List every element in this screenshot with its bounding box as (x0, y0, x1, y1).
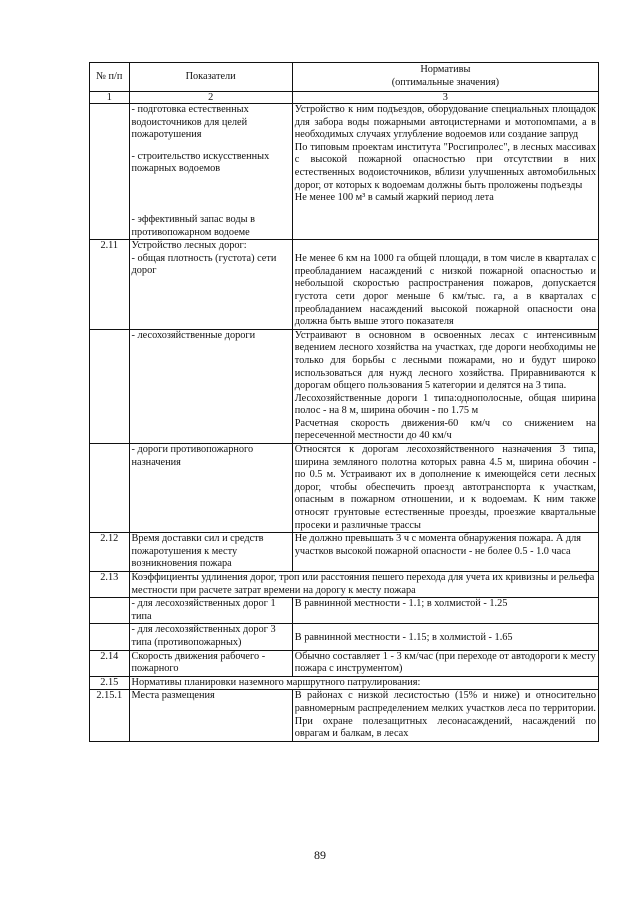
table-row (90, 690, 599, 741)
row-number: 2.11 (90, 240, 130, 330)
header-indicators: Показатели (129, 63, 292, 92)
header-norms-title: Нормативы (420, 64, 471, 76)
table-row (90, 533, 599, 572)
table-row (90, 676, 599, 690)
column-index: 2 (129, 92, 292, 104)
merged-indicator-cell: Коэффициенты удлинения дорог, троп или расстояния пешего перехода для учета их кривизны и рельефа местности при расчете затрат времени на дорогу к месту пожара (129, 572, 598, 598)
norm-cell: В равнинной местности - 1.1; в холмистой - 1.25 (292, 598, 598, 624)
row-number (90, 624, 130, 650)
page-number: 89 (314, 848, 326, 862)
norm-cell (292, 104, 598, 240)
indicator-cell (129, 104, 292, 240)
norm-text: Расчетная скорость движения-60 км/ч со снижением на пересеченной местности до 40 км/ч (294, 417, 596, 442)
row-number: 2.12 (90, 533, 130, 572)
row-number: 2.15 (90, 676, 130, 690)
table-row (90, 444, 599, 533)
norms-table (89, 62, 599, 742)
row-number: 2.15.1 (90, 690, 130, 741)
indicator-text: - эффективный запас воды в противопожарном водоеме (131, 213, 255, 238)
norm-cell (292, 624, 598, 650)
table-row (90, 598, 599, 624)
norm-text: Не менее 100 м³ в самый жаркий период лета (294, 192, 494, 204)
indicator-cell: - для лесохозяйственных дорог 1 типа (129, 598, 292, 624)
header-number: № п/п (90, 63, 130, 92)
norm-text: В равнинной местности - 1.15; в холмистой - 1.65 (294, 632, 513, 644)
table-row (90, 572, 599, 598)
table-row (90, 240, 599, 330)
indicator-cell: Скорость движения рабочего - пожарного (129, 650, 292, 676)
header-norms (292, 63, 598, 92)
indicator-cell: - лесохозяйственные дороги (129, 329, 292, 443)
indicator-cell: Места размещения (129, 690, 292, 741)
norm-text: Устройство к ним подъездов, оборудование специальных площадок для забора воды пожарными автоцистернами и мотопомпами, а в необходимых случаях углубление водоемов или создание запруд (294, 104, 596, 141)
column-index: 3 (292, 92, 598, 104)
table-row (90, 104, 599, 240)
norm-text: Лесохозяйственные дороги 1 типа:однополосные, общая ширина полос - на 8 м, ширина обочин - по 1.75 м (294, 392, 596, 417)
row-number (90, 444, 130, 533)
row-number: 2.14 (90, 650, 130, 676)
column-index: 1 (90, 92, 130, 104)
indicator-text: - строительство искусственных пожарных водоемов (131, 150, 270, 175)
norm-text: Устраивают в основном в освоенных лесах с интенсивным ведением лесного хозяйства на участках, где дороги необходимы не только для борьбы с лесными пожарами, но и будут широко использоваться для нужд лесного хозяйства. Приравниваются к дорогам общего пользования 5 категории и делятся на 3 типа. (294, 329, 596, 392)
indicator-cell: - для лесохозяйственных дорог 3 типа (противопожарных) (129, 624, 292, 650)
column-index-row (90, 92, 599, 104)
row-number (90, 104, 130, 240)
row-number (90, 598, 130, 624)
indicator-cell: - дороги противопожарного назначения (129, 444, 292, 533)
indicator-title: Устройство лесных дорог: (131, 240, 247, 252)
row-number: 2.13 (90, 572, 130, 598)
table-row (90, 624, 599, 650)
table-header-row (90, 63, 599, 92)
norm-cell (292, 240, 598, 330)
indicator-text: - подготовка естественных водоисточников для целей пожаротушения (131, 104, 249, 141)
table-row (90, 650, 599, 676)
indicator-cell: Время доставки сил и средств пожаротушения к месту возникновения пожара (129, 533, 292, 572)
norm-text: По типовым проектам института "Росгипролес", в лесных массивах с высокой пожарной опасностью при отсутствии в них естественных водоисточников, вблизи улучшенных автомобильных дорог, от которых к водоемам должны быть проложены подъезды (294, 141, 596, 191)
table-row (90, 329, 599, 443)
header-norms-subtitle: (оптимальные значения) (391, 77, 500, 88)
indicator-text: - общая плотность (густота) сети дорог (131, 252, 277, 277)
merged-indicator-cell: Нормативы планировки наземного маршрутного патрулирования: (129, 676, 598, 690)
indicator-cell (129, 240, 292, 330)
norm-cell: Относятся к дорогам лесохозяйственного назначения 3 типа, ширина земляного полотна которых равна 4.5 м, ширина обочин - по 0.5 м. Устраивают их в дополнение к имеющейся сети лесных дорог, чтобы обеспечить проезд автотранспорта к участкам, опасным в пожарном отношении, и к водоемам. К ним также относят грунтовые естественные проезды, проезжие квартальные просеки и различные трассы (292, 444, 598, 533)
norm-text: Не менее 6 км на 1000 га общей площади, в том числе в кварталах с преобладанием насаждений с низкой пожарной опасностью и небольшой скоростью распространения пожаров, допускается густота сети дорог меньше 6 км/тыс. га, а в кварталах с преобладанием насаждений высокой пожарной опасности она должна быть выше этого показателя (294, 253, 596, 328)
norm-cell: Не должно превышать 3 ч с момента обнаружения пожара. А для участков высокой пожарной опасности - не более 0.5 - 1.0 часа (292, 533, 598, 572)
norm-cell: Обычно составляет 1 - 3 км/час (при переходе от автодороги к месту пожара с инструментом) (292, 650, 598, 676)
norm-cell (292, 329, 598, 443)
row-number (90, 329, 130, 443)
norm-cell: В районах с низкой лесистостью (15% и ниже) и относительно равномерным распределением мелких участков леса по территории. При охране полезащитных лесонасаждений, насаждений по оврагам и балкам, в лесах (292, 690, 598, 741)
